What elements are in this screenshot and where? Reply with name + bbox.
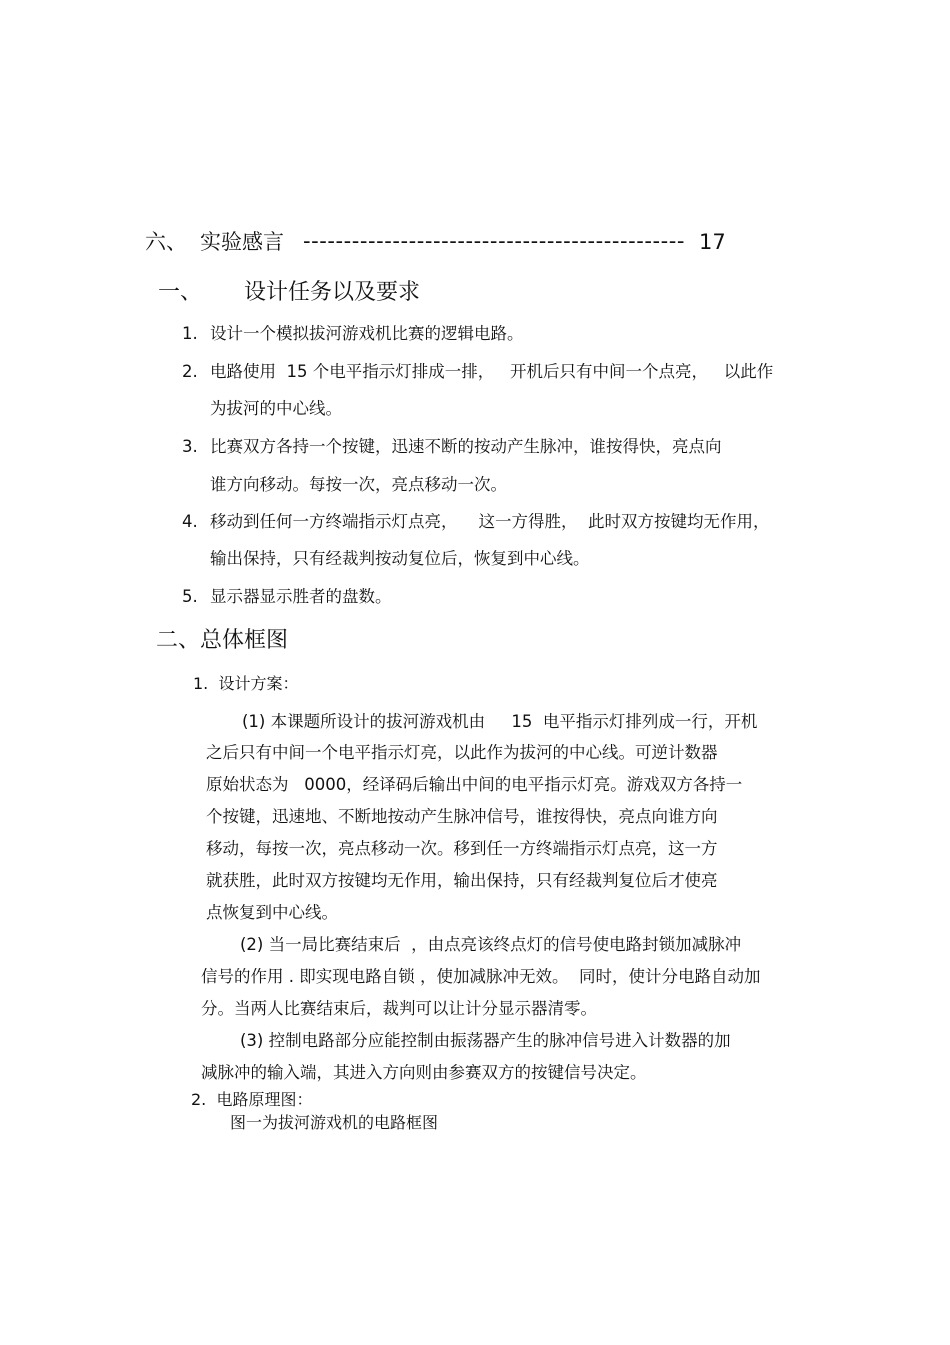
list-item-number: 1. — [182, 324, 198, 343]
subsection-heading: 1. 设计方案： — [193, 674, 299, 693]
paragraph-line: 个按键，迅速地、不断地按动产生脉冲信号，谁按得快，亮点向谁方向 — [206, 807, 718, 826]
paragraph-line: 就获胜，此时双方按键均无作用，输出保持，只有经裁判复位后才使亮 — [206, 871, 718, 890]
list-item-number: 3. — [182, 437, 198, 456]
toc-title: 实验感言 — [200, 230, 284, 254]
paragraph-line: 点恢复到中心线。 — [206, 903, 338, 922]
list-item-text: 设计一个模拟拔河游戏机比赛的逻辑电路。 — [210, 324, 524, 343]
paragraph-line: (3) 控制电路部分应能控制由振荡器产生的脉冲信号进入计数器的加 — [240, 1031, 731, 1050]
paragraph-line: 之后只有中间一个电平指示灯亮，以此作为拔河的中心线。可逆计数器 — [206, 743, 718, 762]
list-item-number: 2. — [182, 362, 198, 381]
section-number: 一、 — [158, 280, 203, 305]
paragraph-line: 移动，每按一次，亮点移动一次。移到任一方终端指示灯点亮，这一方 — [206, 839, 718, 858]
figure-caption: 图一为拔河游戏机的电路框图 — [230, 1113, 439, 1132]
list-item-number: 4. — [182, 512, 198, 531]
paragraph-line: (2) 当一局比赛结束后 ，由点亮该终点灯的信号使电路封锁加减脉冲 — [240, 935, 742, 954]
paragraph-line: 信号的作用 . 即实现电路自锁 ，使加减脉冲无效。 同时，使计分电路自动加 — [201, 967, 761, 986]
paragraph-line: (1) 本课题所设计的拔河游戏机由 15 电平指示灯排列成一行，开机 — [242, 712, 758, 731]
list-item-text-continued: 为拔河的中心线。 — [210, 399, 342, 418]
list-item-number: 5. — [182, 587, 198, 606]
toc-number: 六、 — [145, 230, 187, 254]
paragraph-line: 分。当两人比赛结束后，裁判可以让计分显示器清零。 — [201, 999, 597, 1018]
list-item-text: 移动到任何一方终端指示灯点亮， 这一方得胜， 此时双方按键均无作用， — [210, 512, 770, 531]
list-item-text-continued: 谁方向移动。每按一次，亮点移动一次。 — [210, 475, 507, 494]
section-title: 设计任务以及要求 — [244, 280, 421, 305]
paragraph-line: 原始状态为 0000，经译码后输出中间的电平指示灯亮。游戏双方各持一 — [206, 775, 743, 794]
toc-page-number: 17 — [699, 230, 726, 254]
section2-title: 二、总体框图 — [156, 628, 289, 653]
paragraph-line: 减脉冲的输入端，其进入方向则由参赛双方的按键信号决定。 — [201, 1063, 647, 1082]
list-item-text: 电路使用 15 个电平指示灯排成一排， 开机后只有中间一个点亮， 以此作 — [210, 362, 774, 381]
list-item-text: 显示器显示胜者的盘数。 — [210, 587, 392, 606]
subsection-heading: 2. 电路原理图： — [191, 1090, 313, 1109]
list-item-text-continued: 输出保持，只有经裁判按动复位后，恢复到中心线。 — [210, 549, 590, 568]
toc-leader: ----------------------------------------------- — [303, 229, 685, 253]
list-item-text: 比赛双方各持一个按键，迅速不断的按动产生脉冲，谁按得快，亮点向 — [210, 437, 722, 456]
